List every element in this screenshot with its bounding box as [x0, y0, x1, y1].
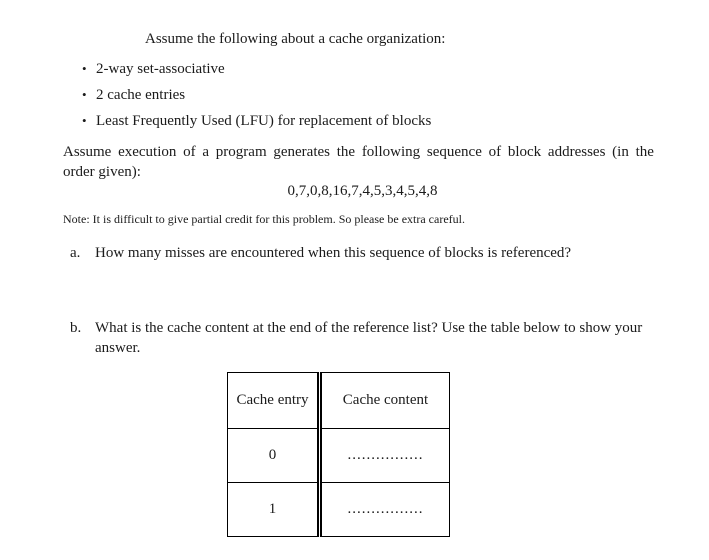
table-row [228, 429, 450, 483]
question-b-text-line-2: answer. [95, 340, 141, 356]
column-header-cache-content: Cache content [320, 373, 450, 429]
question-a [70, 243, 571, 263]
table-row [228, 483, 450, 537]
bullet-icon: • [82, 87, 87, 102]
list-item-label: 2 cache entries [96, 87, 186, 103]
question-a-label: a. [70, 245, 81, 261]
intro-heading: Assume the following about a cache organization: [145, 31, 446, 47]
question-b-label: b. [70, 320, 82, 336]
list-item [82, 56, 431, 82]
question-b-text-line-1: What is the cache content at the end of the reference list? Use the table below to show your [95, 320, 643, 336]
list-item-label: 2-way set-associative [96, 61, 225, 77]
block-address-sequence: 0,7,0,8,16,7,4,5,3,4,5,4,8 [287, 183, 438, 199]
list-item [82, 108, 431, 134]
list-item [82, 82, 431, 108]
table-header-row [228, 373, 450, 429]
cache-content-cell-1: ................ [320, 483, 450, 537]
cache-entry-cell-1: 1 [228, 483, 320, 537]
bullet-icon: • [82, 61, 87, 76]
cache-entry-cell-0: 0 [228, 429, 320, 483]
intro-paragraph-line-2: order given): [63, 164, 141, 180]
question-a-text: How many misses are encountered when this sequence of blocks is referenced? [95, 245, 572, 261]
list-item-label: Least Frequently Used (LFU) for replacement of blocks [96, 113, 432, 129]
note-text: Note: It is difficult to give partial credit for this problem. So please be extra careful. [63, 212, 465, 226]
cache-content-cell-0: ................ [320, 429, 450, 483]
bullet-icon: • [82, 113, 87, 128]
intro-paragraph-line-1: Assume execution of a program generates the following sequence of block addresses (in the [63, 144, 654, 160]
answer-table [227, 372, 450, 537]
question-b [70, 318, 642, 358]
column-header-cache-entry: Cache entry [228, 373, 320, 429]
cache-properties-list [82, 56, 431, 134]
intro-paragraph [63, 142, 662, 182]
